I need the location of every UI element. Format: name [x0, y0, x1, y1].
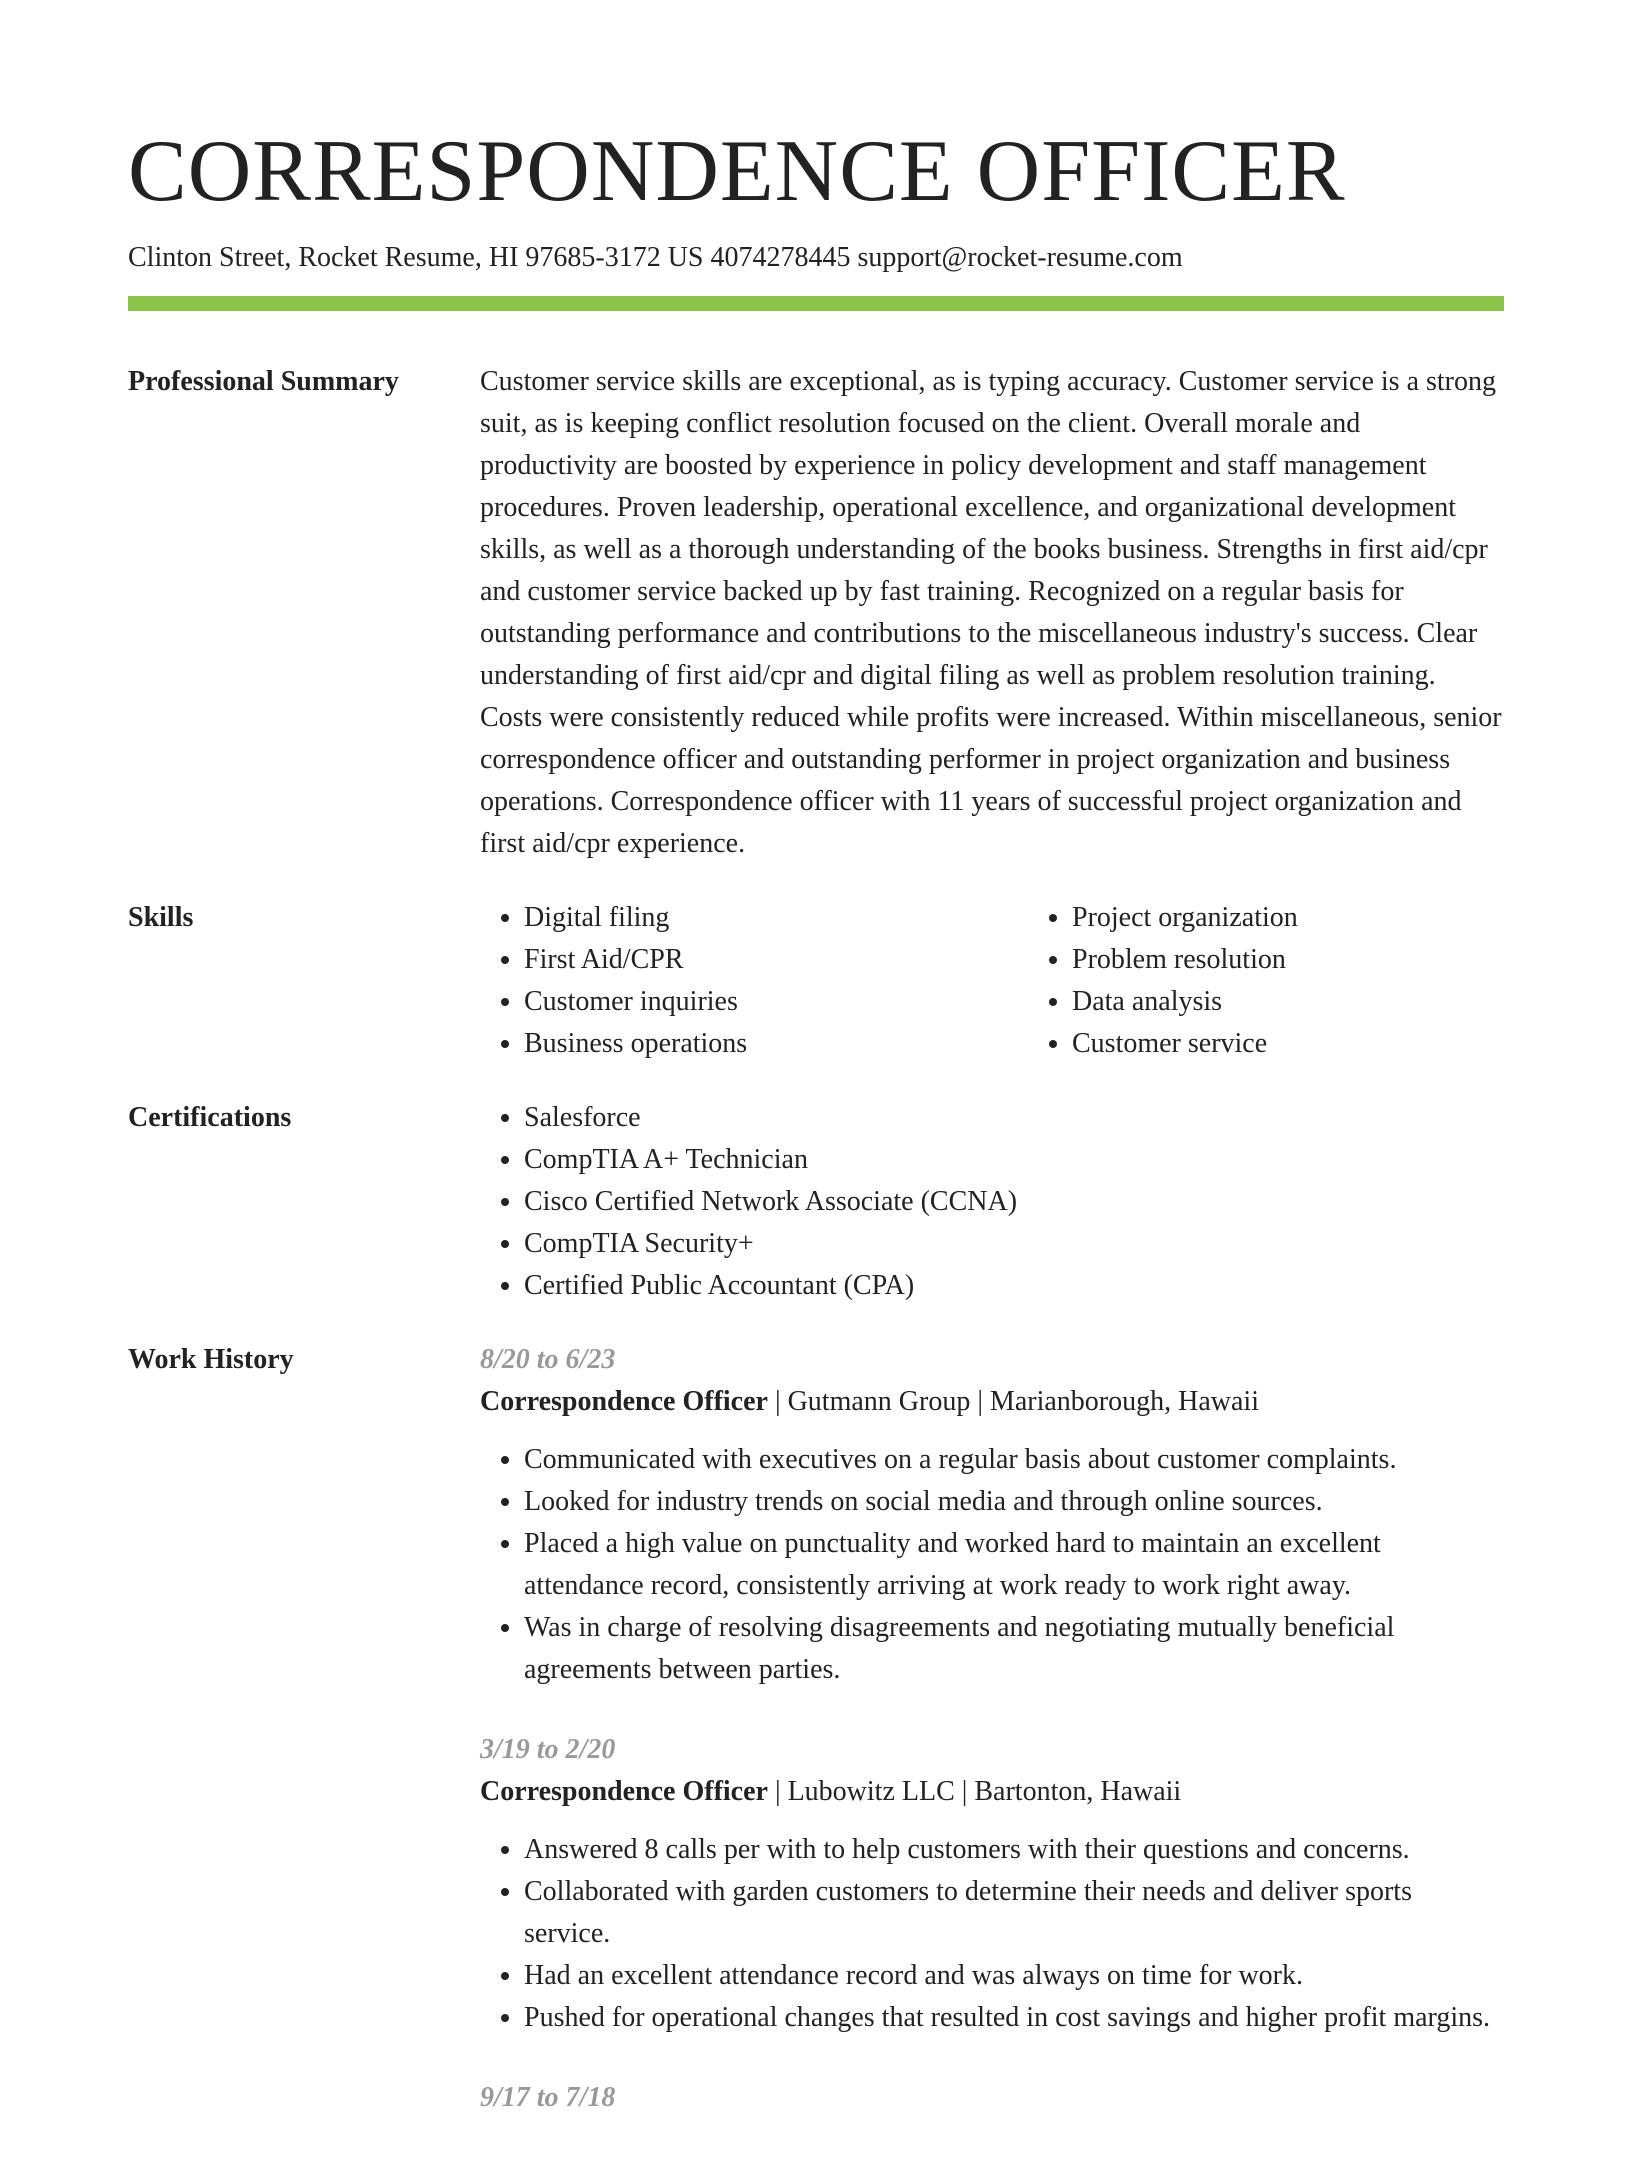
certification-item: • CompTIA A+ Technician — [524, 1139, 1504, 1181]
contact-line: Clinton Street, Rocket Resume, HI 97685-3172 US 4074278445 support@rocket-resume.com — [128, 242, 1183, 273]
skill-item: • Business operations — [524, 1023, 1028, 1065]
job-dates: 8/20 to 6/23 — [480, 1344, 616, 1375]
summary-body — [480, 361, 1504, 865]
job-employer-location: | Gutmann Group | Marianborough, Hawaii — [767, 1386, 1259, 1417]
job-entry — [480, 2077, 1504, 2119]
job-duty: • Looked for industry trends on social media and through online sources. — [524, 1481, 1504, 1523]
skill-item: • First Aid/CPR — [524, 939, 1028, 981]
section-title-work-history: Work History — [128, 1344, 294, 1375]
job-title: Correspondence Officer — [480, 1776, 768, 1807]
job-duties-list — [480, 1439, 1504, 1691]
skills-grid — [480, 897, 1576, 1065]
job-entry — [480, 1729, 1504, 2039]
job-duty: • Communicated with executives on a regular basis about customer complaints. — [524, 1439, 1504, 1481]
section-title-skills: Skills — [128, 902, 194, 933]
summary-text: Customer service skills are exceptional, as is typing accuracy. Customer service is a strong suit, as is keeping conflict resolution focused on the client. Overall morale and productivity are boosted by experience in policy development and staff management procedures. Proven leadership, operational excellence, and organizational development skills, as well as a thorough understanding of the books business. Strengths in first aid/cpr and customer service backed up by fast training. Recognized on a regular basis for outstanding performance and contributions to the miscellaneous industry's success. Clear understanding of first aid/cpr and digital filing as well as problem resolution training. Costs were consistently reduced while profits were increased. Within miscellaneous, senior correspondence officer and outstanding performer in project organization and business operations. Correspondence officer with 11 years of successful project organization and first aid/cpr experience. — [480, 366, 1502, 859]
job-dates: 9/17 to 7/18 — [480, 2082, 616, 2113]
section-title-summary: Professional Summary — [128, 366, 399, 397]
work-history-body — [480, 1339, 1504, 2157]
section-title-certifications: Certifications — [128, 1102, 292, 1133]
certification-item: • Salesforce — [524, 1097, 1504, 1139]
certifications-section — [128, 1097, 1504, 1307]
job-title: Correspondence Officer — [480, 1386, 768, 1417]
skill-item: • Customer service — [1072, 1023, 1576, 1065]
job-entry — [480, 1339, 1504, 1691]
certifications-list — [480, 1097, 1504, 1307]
job-duties-list — [480, 1829, 1504, 2039]
certification-item: • Certified Public Accountant (CPA) — [524, 1265, 1504, 1307]
summary-section — [128, 361, 1504, 865]
skill-item: • Problem resolution — [1072, 939, 1576, 981]
skill-item: • Digital filing — [524, 897, 1028, 939]
skill-item: • Data analysis — [1072, 981, 1576, 1023]
header-divider — [128, 296, 1504, 311]
job-duty: • Answered 8 calls per with to help customers with their questions and concerns. — [524, 1829, 1504, 1871]
resume-name: CORRESPONDENCE OFFICER — [128, 123, 1346, 220]
certification-item: • CompTIA Security+ — [524, 1223, 1504, 1265]
job-duty: • Had an excellent attendance record and was always on time for work. — [524, 1955, 1504, 1997]
job-heading — [480, 1381, 1504, 1423]
job-duty: • Was in charge of resolving disagreements and negotiating mutually beneficial agreements between parties. — [524, 1607, 1504, 1691]
job-employer-location: | Lubowitz LLC | Bartonton, Hawaii — [767, 1776, 1182, 1807]
job-duty: • Collaborated with garden customers to determine their needs and deliver sports service. — [524, 1871, 1504, 1955]
skills-list-left — [480, 897, 1028, 1065]
resume-page — [128, 0, 1504, 2157]
job-duty: • Pushed for operational changes that resulted in cost savings and higher profit margins. — [524, 1997, 1504, 2039]
skill-item: • Project organization — [1072, 897, 1576, 939]
work-history-section — [128, 1339, 1504, 2157]
skills-list-right — [1028, 897, 1576, 1065]
job-heading — [480, 1771, 1504, 1813]
certification-item: • Cisco Certified Network Associate (CCNA) — [524, 1181, 1504, 1223]
skill-item: • Customer inquiries — [524, 981, 1028, 1023]
job-duty: • Placed a high value on punctuality and worked hard to maintain an excellent attendance record, consistently arriving at work ready to work right away. — [524, 1523, 1504, 1607]
job-dates: 3/19 to 2/20 — [480, 1734, 616, 1765]
certifications-body — [480, 1097, 1504, 1307]
skills-section — [128, 897, 1504, 1065]
